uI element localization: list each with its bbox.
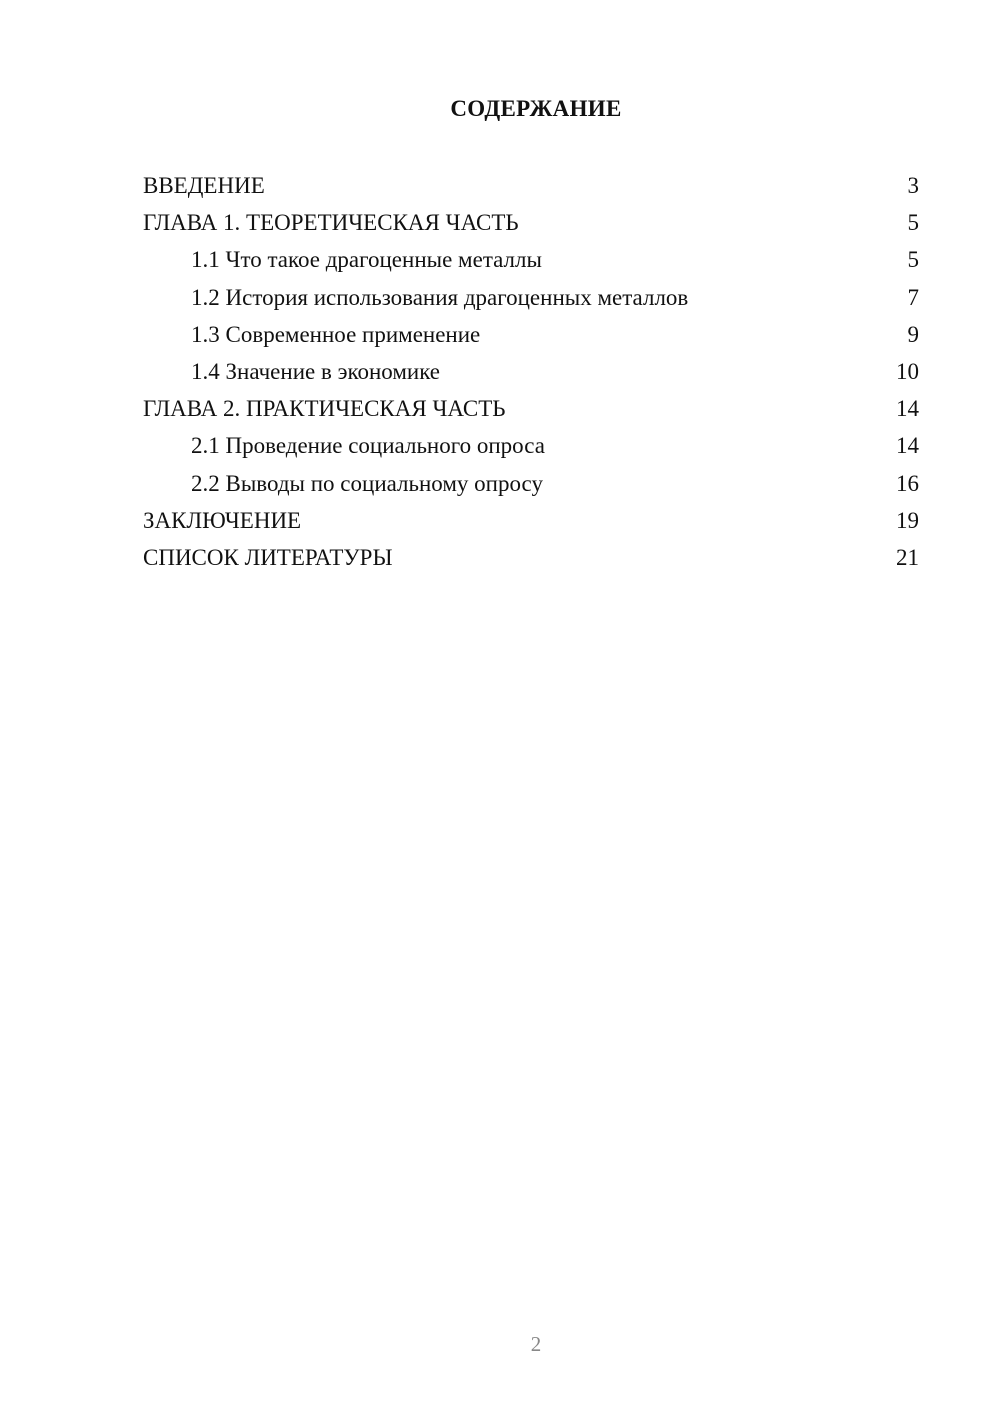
toc-entry-page: 9 [907, 321, 919, 347]
toc-entry-chapter-1[interactable] [143, 204, 919, 241]
toc-entry-label: 1.1 Что такое драгоценные металлы [191, 247, 542, 273]
toc-entry-page: 19 [896, 507, 919, 533]
toc-entry-label: 1.3 Современное применение [191, 321, 481, 347]
toc-title: СОДЕРЖАНИЕ [450, 96, 622, 121]
toc-entry-chapter-2[interactable] [143, 390, 919, 427]
toc-entry-references[interactable] [143, 539, 919, 576]
toc-entry-label: ЗАКЛЮЧЕНИЕ [143, 507, 302, 533]
toc-entry-label: ВВЕДЕНИЕ [143, 173, 265, 198]
toc-entry-introduction[interactable] [143, 167, 919, 204]
toc-entry-page: 10 [896, 358, 919, 384]
toc-entry-page: 14 [896, 396, 919, 422]
page-number: 2 [530, 1332, 542, 1356]
toc-entry-section-1-1[interactable] [143, 241, 919, 278]
toc-entry-section-1-4[interactable] [143, 353, 919, 390]
toc-entry-label: СПИСОК ЛИТЕРАТУРЫ [143, 544, 393, 570]
toc-entry-label: 2.1 Проведение социального опроса [191, 433, 545, 459]
toc-entry-label: 1.2 История использования драгоценных металлов [191, 284, 689, 310]
toc-entry-page: 16 [896, 470, 919, 496]
toc-entry-section-2-2[interactable] [143, 465, 919, 502]
toc-entry-page: 21 [896, 544, 919, 570]
table-of-contents [143, 167, 919, 576]
toc-entry-page: 5 [907, 210, 919, 236]
toc-entry-section-2-1[interactable] [143, 427, 919, 464]
toc-entry-page: 3 [907, 173, 919, 198]
toc-entry-label: 2.2 Выводы по социальному опросу [191, 470, 543, 496]
toc-entry-conclusion[interactable] [143, 502, 919, 539]
toc-entry-section-1-2[interactable] [143, 279, 919, 316]
toc-entry-page: 14 [896, 433, 919, 459]
toc-entry-page: 5 [907, 247, 919, 273]
toc-entry-label: ГЛАВА 1. ТЕОРЕТИЧЕСКАЯ ЧАСТЬ [143, 210, 519, 236]
toc-entry-label: ГЛАВА 2. ПРАКТИЧЕСКАЯ ЧАСТЬ [143, 396, 506, 422]
toc-entry-page: 7 [907, 284, 919, 310]
toc-entry-label: 1.4 Значение в экономике [191, 358, 441, 384]
toc-entry-section-1-3[interactable] [143, 316, 919, 353]
